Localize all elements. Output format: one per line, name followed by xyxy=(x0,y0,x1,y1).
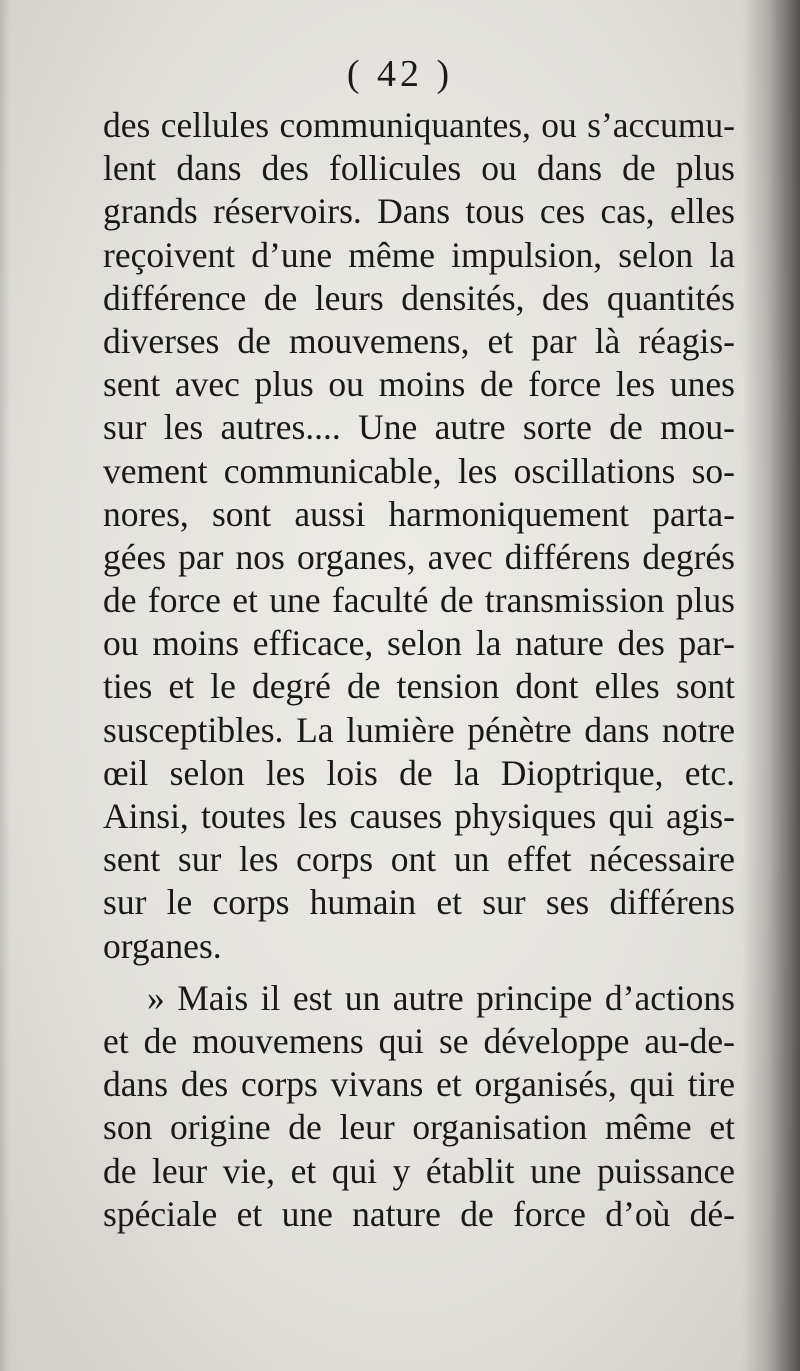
text-line: gées par nos organes, avec différens degrés xyxy=(103,536,735,577)
page-edge-shadow xyxy=(0,0,10,1371)
text-line: des cellules communiquantes, ou s’accumu- xyxy=(103,105,735,145)
text-line: de force et une faculté de transmission plus xyxy=(103,580,735,621)
text-line: Ainsi, toutes les causes physiques qui agis- xyxy=(103,796,735,836)
text-line: sur le corps humain et sur ses différens xyxy=(103,882,735,923)
text-line: spéciale et une nature de force d’où dé- xyxy=(103,1193,735,1234)
paragraph-2 xyxy=(103,977,735,1236)
text-line: différence de leurs densités, des quantités xyxy=(103,277,735,318)
body-text xyxy=(103,104,735,1236)
text-line: organes. xyxy=(103,925,222,966)
text-line: grands réservoirs. Dans tous ces cas, elles xyxy=(103,191,735,232)
text-line: œil selon les lois de la Dioptrique, etc. xyxy=(103,752,735,793)
paragraph-1 xyxy=(103,104,735,968)
text-line: de leur vie, et qui y établit une puissance xyxy=(103,1150,735,1191)
text-line: dans des corps vivans et organisés, qui tire xyxy=(103,1064,735,1105)
text-line: sent sur les corps ont un effet nécessaire xyxy=(103,839,735,880)
text-line: diverses de mouvemens, et par là réagis- xyxy=(103,320,735,361)
text-line: son origine de leur organisation même et xyxy=(103,1107,735,1148)
text-line: ou moins efficace, selon la nature des par- xyxy=(103,623,735,664)
text-line: vement communicable, les oscillations so- xyxy=(103,450,735,491)
text-line: et de mouvemens qui se développe au-de- xyxy=(103,1020,735,1061)
text-line: lent dans des follicules ou dans de plus xyxy=(103,148,735,189)
text-line: » Mais il est un autre principe d’actions xyxy=(147,977,735,1018)
text-line: susceptibles. La lumière pénètre dans notre xyxy=(103,709,735,750)
text-line: reçoivent d’une même impulsion, selon la xyxy=(103,234,735,275)
text-line: sent avec plus ou moins de force les unes xyxy=(103,364,735,405)
text-line: nores, sont aussi harmoniquement parta- xyxy=(103,493,735,534)
binding-gutter-shadow xyxy=(742,0,800,1371)
text-line: sur les autres.... Une autre sorte de mou- xyxy=(103,407,735,448)
text-line: ties et le degré de tension dont elles sont xyxy=(103,666,735,707)
page-number: ( 42 ) xyxy=(346,53,454,95)
